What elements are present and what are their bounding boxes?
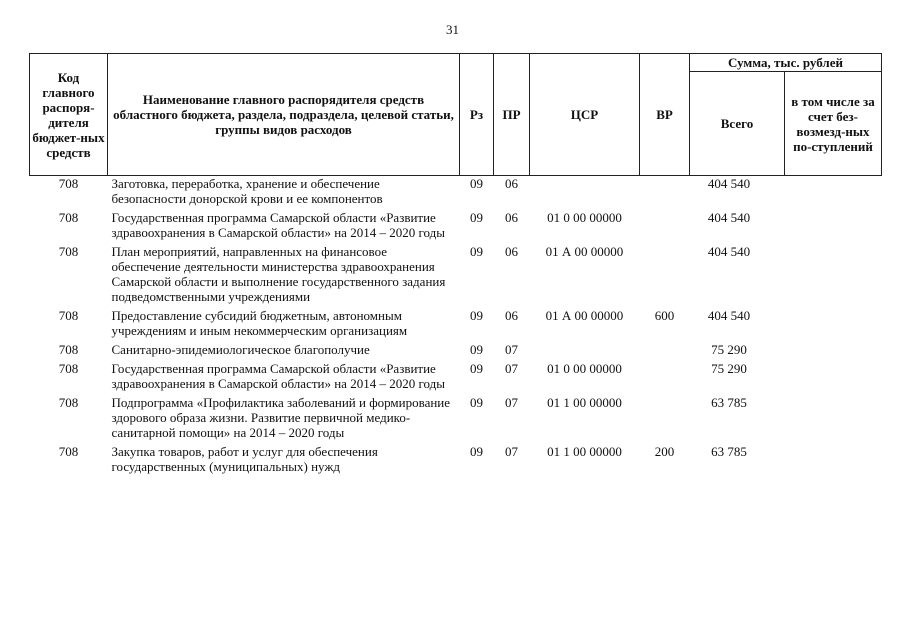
cell-rz: 09	[470, 244, 483, 259]
table-row	[30, 308, 882, 342]
cell-csr: 01 1 00 00000	[547, 444, 622, 459]
cell-vr	[640, 361, 690, 395]
table-row	[30, 342, 882, 361]
cell-csr	[530, 176, 640, 211]
header-code: Код главного распоря-дителя бюджет-ных средств	[30, 54, 108, 176]
cell-name: План мероприятий, направленных на финансовое обеспечение деятельности министерства здравоохранения Самарской области и выполнение государственного задания подведомственными учреждениями	[111, 244, 446, 304]
cell-name: Предоставление субсидий бюджетным, автономным учреждениям и иным некоммерческим организациям	[111, 308, 408, 338]
cell-vr	[640, 342, 690, 361]
cell-total: 404 540	[707, 210, 751, 225]
cell-total: 75 290	[711, 361, 747, 376]
cell-csr	[530, 342, 640, 361]
cell-name: Государственная программа Самарской области «Развитие здравоохранения в Самарской области» на 2014 – 2020 годы	[111, 210, 445, 240]
cell-including	[785, 395, 882, 444]
cell-total: 404 540	[707, 176, 751, 191]
cell-vr: 600	[654, 308, 675, 323]
header-csr: ЦСР	[530, 54, 640, 176]
cell-rz: 09	[470, 444, 483, 459]
cell-code: 708	[58, 342, 79, 357]
header-including: в том числе за счет без-возмезд-ных по-ступлений	[785, 72, 882, 176]
cell-code: 708	[58, 176, 79, 191]
cell-name: Государственная программа Самарской области «Развитие здравоохранения в Самарской области» на 2014 – 2020 годы	[111, 361, 445, 391]
cell-name: Заготовка, переработка, хранение и обеспечение безопасности донорской крови и ее компонентов	[111, 176, 383, 206]
cell-code: 708	[58, 444, 79, 459]
budget-table	[29, 53, 882, 478]
cell-name: Закупка товаров, работ и услуг для обеспечения государственных (муниципальных) нужд	[111, 444, 378, 474]
cell-rz: 09	[470, 308, 483, 323]
cell-pr: 07	[505, 395, 518, 410]
cell-code: 708	[58, 395, 79, 410]
cell-vr	[640, 210, 690, 244]
cell-vr	[640, 395, 690, 444]
cell-total: 75 290	[711, 342, 747, 357]
cell-including	[785, 210, 882, 244]
table-row	[30, 444, 882, 478]
table-body	[30, 176, 882, 479]
cell-total: 63 785	[711, 444, 747, 459]
header-vr: ВР	[640, 54, 690, 176]
cell-including	[785, 176, 882, 211]
cell-pr: 07	[505, 361, 518, 376]
cell-name: Санитарно-эпидемиологическое благополучие	[111, 342, 370, 357]
cell-pr: 07	[505, 342, 518, 357]
cell-vr	[640, 176, 690, 211]
header-sum-group: Сумма, тыс. рублей	[690, 54, 882, 72]
table-header	[30, 54, 882, 176]
cell-including	[785, 244, 882, 308]
cell-pr: 07	[505, 444, 518, 459]
cell-pr: 06	[505, 210, 518, 225]
table-row	[30, 210, 882, 244]
cell-vr: 200	[654, 444, 675, 459]
cell-total: 63 785	[711, 395, 747, 410]
cell-csr: 01 1 00 00000	[547, 395, 622, 410]
cell-total: 404 540	[707, 308, 751, 323]
cell-code: 708	[58, 210, 79, 225]
cell-rz: 09	[470, 342, 483, 357]
cell-pr: 06	[505, 244, 518, 259]
table-row	[30, 395, 882, 444]
cell-code: 708	[58, 361, 79, 376]
header-name: Наименование главного распорядителя средств областного бюджета, раздела, подраздела, целевой статьи, группы видов расходов	[108, 54, 460, 176]
table-row	[30, 176, 882, 211]
table-row	[30, 361, 882, 395]
header-pr: ПР	[494, 54, 530, 176]
cell-including	[785, 361, 882, 395]
cell-name: Подпрограмма «Профилактика заболеваний и формирование здорового образа жизни. Развитие первичной медико-санитарной помощи» на 2014 – 2020 годы	[111, 395, 451, 440]
cell-csr: 01 А 00 00000	[545, 308, 624, 323]
cell-code: 708	[58, 244, 79, 259]
header-total: Всего	[690, 72, 785, 176]
cell-rz: 09	[470, 361, 483, 376]
cell-rz: 09	[470, 210, 483, 225]
cell-rz: 09	[470, 176, 483, 191]
cell-code: 708	[58, 308, 79, 323]
page-number: 31	[446, 22, 459, 37]
cell-total: 404 540	[707, 244, 751, 259]
cell-including	[785, 342, 882, 361]
cell-csr: 01 0 00 00000	[547, 361, 622, 376]
cell-including	[785, 308, 882, 342]
cell-vr	[640, 244, 690, 308]
header-rz: Рз	[460, 54, 494, 176]
cell-pr: 06	[505, 308, 518, 323]
cell-csr: 01 А 00 00000	[545, 244, 624, 259]
cell-including	[785, 444, 882, 478]
table-row	[30, 244, 882, 308]
cell-rz: 09	[470, 395, 483, 410]
cell-pr: 06	[505, 176, 518, 191]
cell-csr: 01 0 00 00000	[547, 210, 622, 225]
